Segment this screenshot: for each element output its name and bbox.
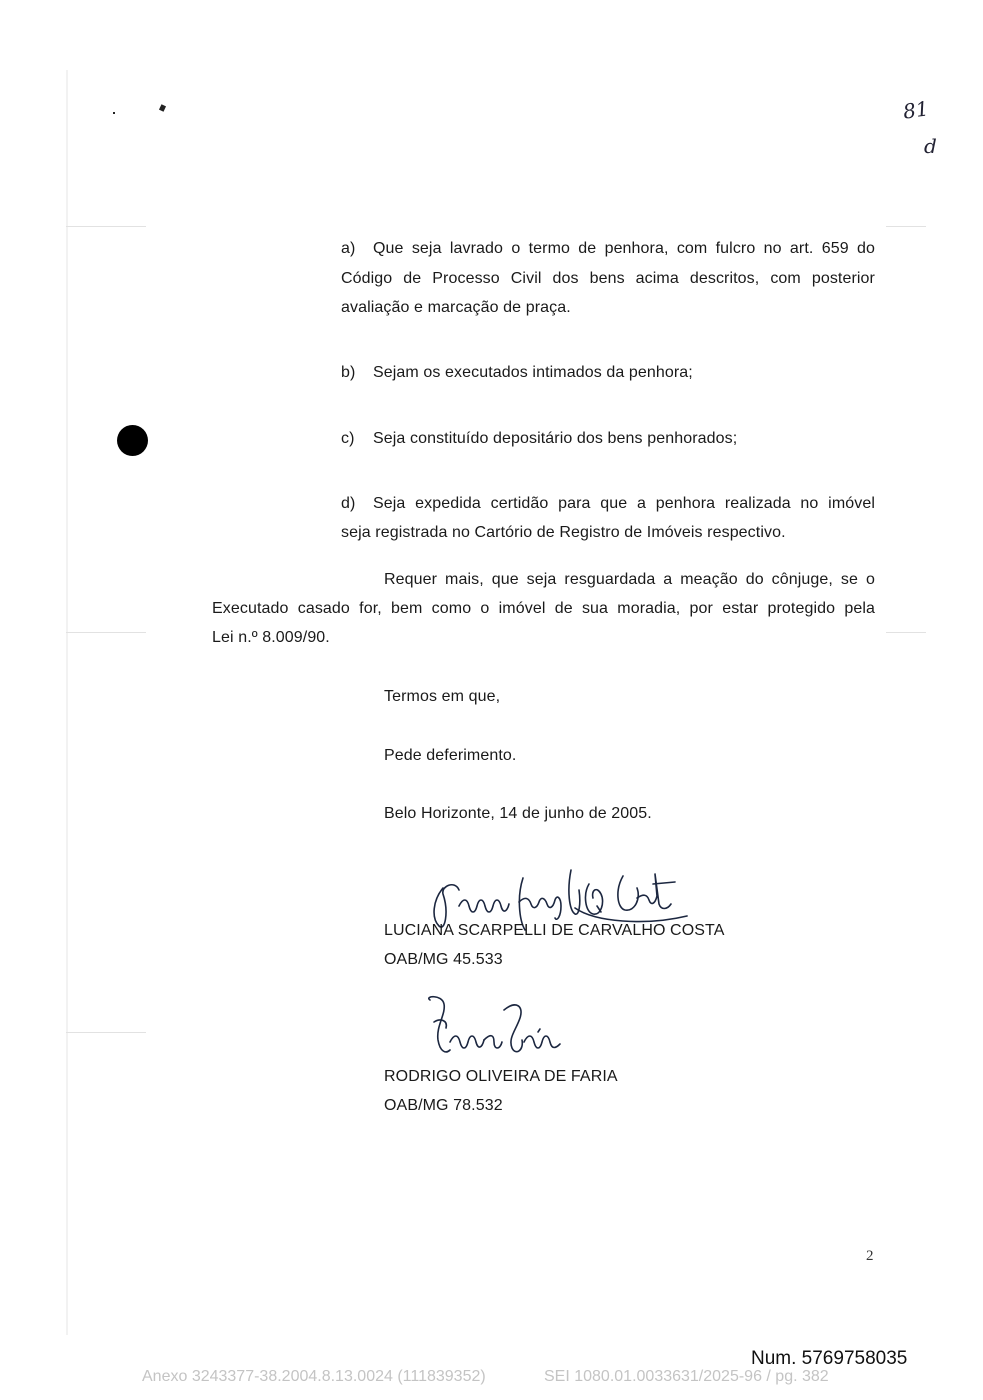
scan-speck <box>113 112 115 114</box>
signatory-2-oab: OAB/MG 78.532 <box>384 1097 503 1114</box>
item-a-marker: a) <box>341 240 356 257</box>
item-d-marker: d) <box>341 495 356 512</box>
item-c-text: Seja constituído depositário dos bens penhorados; <box>373 430 738 447</box>
margin-note-initial: d <box>924 134 937 158</box>
scan-dash <box>66 632 146 633</box>
item-a-line-3: avaliação e marcação de praça. <box>341 299 571 316</box>
scan-dash <box>66 226 146 227</box>
request-line-2: Executado casado for, bem como o imóvel de sua moradia, por estar protegido pela <box>212 600 875 617</box>
signatory-2-name: RODRIGO OLIVEIRA DE FARIA <box>384 1068 618 1085</box>
footer-sei-reference: SEI 1080.01.0033631/2025-96 / pg. 382 <box>544 1368 829 1385</box>
closing-terms: Termos em que, <box>384 688 501 705</box>
item-c-marker: c) <box>341 430 355 447</box>
margin-note-folio: 81 <box>901 96 930 124</box>
document-number: Num. 5769758035 <box>751 1348 908 1369</box>
request-line-3: Lei n.º 8.009/90. <box>212 629 330 646</box>
footer-annex-reference: Anexo 3243377-38.2004.8.13.0024 (111839352) <box>142 1368 486 1385</box>
item-d-line-1: Seja expedida certidão para que a penhora realizada no imóvel <box>373 495 875 512</box>
place-date: Belo Horizonte, 14 de junho de 2005. <box>384 805 652 822</box>
scan-dash <box>66 1032 146 1033</box>
closing-request: Pede deferimento. <box>384 747 517 764</box>
item-d-line-2: seja registrada no Cartório de Registro de Imóveis respectivo. <box>341 524 786 541</box>
item-a-line-1: Que seja lavrado o termo de penhora, com fulcro no art. 659 do <box>373 240 875 257</box>
scan-edge-shadow <box>66 70 68 1335</box>
scan-dash <box>886 226 926 227</box>
request-line-1: Requer mais, que seja resguardada a meação do cônjuge, se o <box>384 571 875 588</box>
scan-dash <box>886 632 926 633</box>
signatory-1-oab: OAB/MG 45.533 <box>384 951 503 968</box>
item-b-marker: b) <box>341 364 356 381</box>
scan-mark <box>159 104 166 112</box>
item-a-line-2: Código de Processo Civil dos bens acima descritos, com posterior <box>341 270 875 287</box>
handwritten-signature-rodrigo <box>420 992 580 1066</box>
signatory-1-name: LUCIANA SCARPELLI DE CARVALHO COSTA <box>384 922 725 939</box>
item-b-text: Sejam os executados intimados da penhora; <box>373 364 693 381</box>
page-number: 2 <box>866 1248 874 1264</box>
punch-hole <box>117 425 148 456</box>
